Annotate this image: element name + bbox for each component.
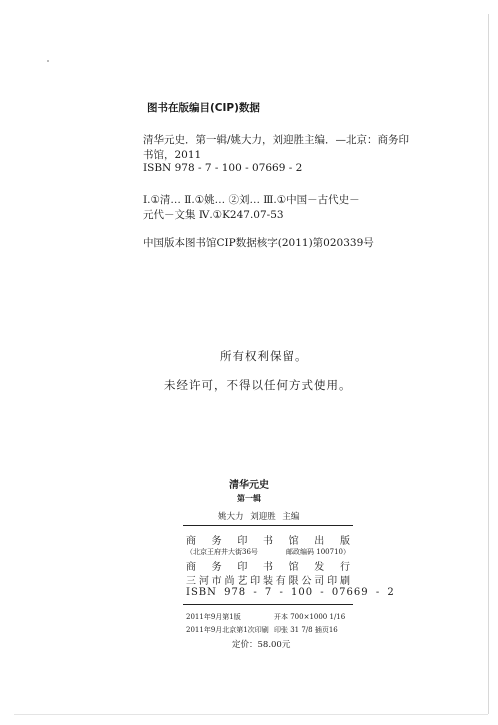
printer-line [186,572,350,587]
distributor-char: 务 [211,562,222,573]
rights-reserved: 所有权利保留。 [220,349,308,363]
publisher-char: 务 [211,536,222,547]
colophon-isbn: ISBN 978 - 7 - 100 - 07669 - 2 [186,587,395,598]
publisher-char: 出 [314,536,325,547]
edition-date: 2011年9月第1版 [186,613,241,621]
printer-char: 公 [301,576,312,587]
colophon-rule-top [183,525,353,526]
distributor-char: 商 [186,562,196,573]
printer-char: 印 [250,576,261,587]
book-title: 清华元史 [229,480,269,491]
cip-subject-line: Ⅰ.①清… Ⅱ.①姚… ②刘… Ⅲ.①中国－古代史－ [143,194,360,206]
distributor-char: 发 [314,562,325,573]
publisher-char: 商 [186,536,196,547]
printer-char: 尚 [224,576,235,587]
publisher-postcode: 邮政编码 100710） [286,548,350,556]
publisher-line [186,532,350,547]
printer-char: 司 [314,576,325,587]
printer-char: 限 [288,576,299,587]
distributor-char: 行 [339,562,350,573]
publisher-char: 印 [237,536,248,547]
printer-char: 装 [262,576,273,587]
book-editors: 姚大力 刘迎胜 主编 [218,512,300,522]
price: 定价：58.00元 [232,640,291,650]
distributor-line [186,558,350,573]
publisher-char: 馆 [288,536,299,547]
printer-char: 印 [327,576,338,587]
cip-publisher-line: 书馆，2011 [143,149,202,161]
distributor-char: 印 [237,562,248,573]
publisher-char: 书 [262,536,273,547]
publisher-address: （北京王府井大街36号 [186,548,258,556]
printer-char: 市 [211,576,222,587]
printer-char: 三 [186,576,196,587]
format-info: 开本 700×1000 1/16 [274,613,346,621]
distributor-char: 书 [262,562,273,573]
rights-notice: 未经许可，不得以任何方式使用。 [164,378,352,392]
printing-date: 2011年9月北京第1次印刷 [186,626,269,634]
page-edge-right [488,14,489,714]
cip-heading: 图书在版编目(CIP)数据 [147,102,260,114]
publisher-char: 版 [339,536,350,547]
cip-title-line: 清华元史．第一辑/姚大力，刘迎胜主编．—北京：商务印 [143,134,410,146]
cip-classification-line: 元代－文集 Ⅳ.①K247.07-53 [143,209,284,221]
printer-char: 有 [275,576,286,587]
page-edge-bottom [14,714,488,715]
printer-char: 刷 [339,576,350,587]
book-volume: 第一辑 [237,494,261,503]
printer-char: 河 [198,576,209,587]
scan-speck [47,60,49,62]
cip-isbn-line: ISBN 978 - 7 - 100 - 07669 - 2 [143,162,303,174]
cip-record-number: 中国版本图书馆CIP数据核字(2011)第020339号 [143,237,374,249]
colophon-rule-middle [183,604,353,605]
publisher-address-line [186,547,350,557]
printer-char: 艺 [237,576,248,587]
distributor-char: 馆 [288,562,299,573]
sheet-info: 印张 31 7/8 插页16 [274,626,338,634]
